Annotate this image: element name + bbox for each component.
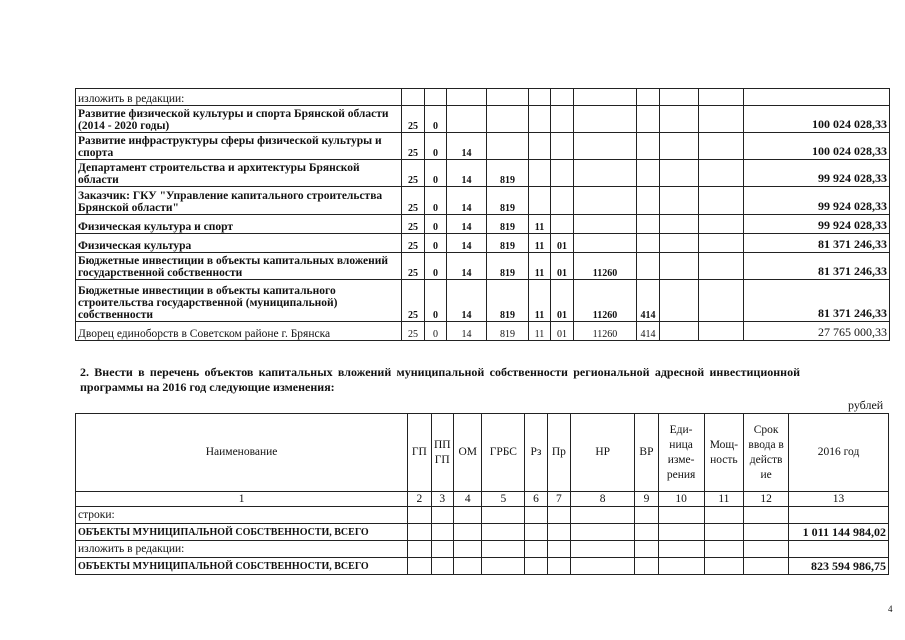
empty-cell [571, 558, 635, 575]
code-cs [574, 133, 637, 160]
column-header: Мощ-ность [704, 414, 744, 492]
empty-cell [744, 558, 789, 575]
empty-cell [525, 507, 547, 524]
empty-cell [699, 234, 744, 253]
column-number: 8 [571, 492, 635, 507]
code-vr [637, 253, 660, 280]
unit-label: рублей [848, 398, 884, 412]
empty-cell [547, 507, 570, 524]
code-om: 14 [447, 234, 487, 253]
column-header: Срок ввода в действ ие [744, 414, 789, 492]
empty-cell [453, 524, 482, 541]
empty-cell [660, 106, 699, 133]
code-vr [637, 133, 660, 160]
code-rz: 11 [529, 280, 551, 322]
empty-cell [704, 524, 744, 541]
table-row [76, 187, 890, 215]
municipal-objects-table [75, 413, 889, 575]
empty-cell [744, 541, 789, 558]
empty-cell [704, 541, 744, 558]
empty-cell [453, 541, 482, 558]
row-amount: 99 924 028,33 [744, 160, 890, 187]
column-header: Пр [547, 414, 570, 492]
column-header: ВР [635, 414, 658, 492]
table-row [76, 558, 889, 575]
table-row [76, 106, 890, 133]
code-gp: 25 [402, 322, 425, 341]
code-om [447, 106, 487, 133]
row-amount: 1 011 144 984,02 [789, 524, 889, 541]
code-pp: 0 [425, 322, 447, 341]
column-number: 11 [704, 492, 744, 507]
column-number: 12 [744, 492, 789, 507]
empty-cell [408, 558, 431, 575]
column-header: ГРБС [482, 414, 525, 492]
code-pp [425, 89, 447, 106]
code-om: 14 [447, 280, 487, 322]
row-amount: 81 371 246,33 [744, 253, 890, 280]
row-amount: 823 594 986,75 [789, 558, 889, 575]
empty-cell [571, 541, 635, 558]
row-name: Департамент строительства и архитектуры Брянской области [76, 160, 402, 187]
empty-cell [431, 541, 453, 558]
empty-cell [704, 507, 744, 524]
empty-cell [482, 558, 525, 575]
code-cs: 11260 [574, 280, 637, 322]
empty-cell [482, 524, 525, 541]
code-vr [637, 215, 660, 234]
table-row [76, 280, 890, 322]
empty-cell [571, 524, 635, 541]
table-row [76, 89, 890, 106]
section-2-paragraph: 2. Внести в перечень объектов капитальных вложений муниципальной собственности региональной адресной инвестиционной программы на 2016 год следующие изменения: [80, 365, 800, 394]
column-number-row [76, 492, 889, 507]
code-cs [574, 215, 637, 234]
row-name: изложить в редакции: [76, 541, 408, 558]
empty-cell [525, 524, 547, 541]
empty-cell [699, 322, 744, 341]
empty-cell [525, 558, 547, 575]
code-om: 14 [447, 160, 487, 187]
empty-cell [699, 89, 744, 106]
row-name: ОБЪЕКТЫ МУНИЦИПАЛЬНОЙ СОБСТВЕННОСТИ, ВСЕГО [76, 524, 408, 541]
code-om: 14 [447, 253, 487, 280]
empty-cell [453, 507, 482, 524]
column-header: ОМ [453, 414, 482, 492]
column-header: ГП [408, 414, 431, 492]
code-om: 14 [447, 215, 487, 234]
code-om [447, 89, 487, 106]
code-gp: 25 [402, 187, 425, 215]
code-pp: 0 [425, 253, 447, 280]
code-rz [529, 133, 551, 160]
empty-cell [482, 507, 525, 524]
code-cs [574, 106, 637, 133]
row-name: Развитие физической культуры и спорта Брянской области (2014 - 2020 годы) [76, 106, 402, 133]
empty-cell [408, 507, 431, 524]
empty-cell [658, 524, 704, 541]
column-number: 4 [453, 492, 482, 507]
code-pr: 01 [551, 234, 574, 253]
code-pp: 0 [425, 187, 447, 215]
code-grbs: 819 [487, 253, 529, 280]
code-vr [637, 234, 660, 253]
page-number: 4 [888, 604, 893, 614]
code-grbs: 819 [487, 234, 529, 253]
code-om: 14 [447, 133, 487, 160]
code-rz: 11 [529, 234, 551, 253]
code-vr: 414 [637, 322, 660, 341]
code-gp: 25 [402, 280, 425, 322]
empty-cell [704, 558, 744, 575]
column-number: 10 [658, 492, 704, 507]
code-vr: 414 [637, 280, 660, 322]
code-cs [574, 234, 637, 253]
empty-cell [453, 558, 482, 575]
empty-cell [660, 234, 699, 253]
empty-cell [658, 541, 704, 558]
code-grbs: 819 [487, 187, 529, 215]
table-row [76, 160, 890, 187]
empty-cell [699, 133, 744, 160]
code-vr [637, 106, 660, 133]
code-pr: 01 [551, 322, 574, 341]
row-amount: 100 024 028,33 [744, 133, 890, 160]
row-amount: 100 024 028,33 [744, 106, 890, 133]
code-grbs: 819 [487, 322, 529, 341]
code-cs: 11260 [574, 253, 637, 280]
row-amount: 81 371 246,33 [744, 280, 890, 322]
code-grbs [487, 106, 529, 133]
row-name: строки: [76, 507, 408, 524]
code-grbs: 819 [487, 160, 529, 187]
empty-cell [635, 507, 658, 524]
code-pr [551, 187, 574, 215]
code-pr [551, 106, 574, 133]
code-rz [529, 89, 551, 106]
empty-cell [635, 524, 658, 541]
row-amount: 81 371 246,33 [744, 234, 890, 253]
code-rz: 11 [529, 322, 551, 341]
table-row [76, 215, 890, 234]
code-vr [637, 89, 660, 106]
empty-cell [660, 253, 699, 280]
code-pp: 0 [425, 160, 447, 187]
row-amount [789, 507, 889, 524]
empty-cell [571, 507, 635, 524]
column-number: 9 [635, 492, 658, 507]
empty-cell [660, 160, 699, 187]
column-number: 7 [547, 492, 570, 507]
code-pp: 0 [425, 106, 447, 133]
row-amount [789, 541, 889, 558]
column-header: ПП ГП [431, 414, 453, 492]
code-cs [574, 89, 637, 106]
row-name: Заказчик: ГКУ "Управление капитального строительства Брянской области" [76, 187, 402, 215]
code-vr [637, 187, 660, 215]
empty-cell [408, 524, 431, 541]
empty-cell [699, 160, 744, 187]
row-name: Физическая культура и спорт [76, 215, 402, 234]
row-name: Бюджетные инвестиции в объекты капитальных вложений государственной собственности [76, 253, 402, 280]
code-grbs [487, 133, 529, 160]
table-row [76, 524, 889, 541]
column-header: Рз [525, 414, 547, 492]
empty-cell [658, 507, 704, 524]
table-row [76, 234, 890, 253]
empty-cell [408, 541, 431, 558]
empty-cell [744, 507, 789, 524]
code-pr [551, 133, 574, 160]
code-cs [574, 160, 637, 187]
empty-cell [635, 541, 658, 558]
program-table [75, 88, 890, 341]
column-header: НР [571, 414, 635, 492]
code-pr [551, 89, 574, 106]
empty-cell [660, 322, 699, 341]
row-amount: 99 924 028,33 [744, 215, 890, 234]
code-gp: 25 [402, 133, 425, 160]
code-cs [574, 187, 637, 215]
code-pr [551, 160, 574, 187]
empty-cell [660, 215, 699, 234]
code-pp: 0 [425, 133, 447, 160]
empty-cell [658, 558, 704, 575]
empty-cell [547, 558, 570, 575]
code-gp [402, 89, 425, 106]
empty-cell [660, 280, 699, 322]
code-gp: 25 [402, 215, 425, 234]
code-vr [637, 160, 660, 187]
table-row [76, 507, 889, 524]
column-number: 2 [408, 492, 431, 507]
column-number: 3 [431, 492, 453, 507]
column-number: 1 [76, 492, 408, 507]
table-row [76, 133, 890, 160]
table-row [76, 253, 890, 280]
empty-cell [660, 89, 699, 106]
row-name: изложить в редакции: [76, 89, 402, 106]
empty-cell [431, 558, 453, 575]
empty-cell [635, 558, 658, 575]
empty-cell [699, 280, 744, 322]
code-rz: 11 [529, 215, 551, 234]
table-row [76, 322, 890, 341]
code-rz [529, 160, 551, 187]
code-gp: 25 [402, 160, 425, 187]
code-gp: 25 [402, 253, 425, 280]
row-amount: 27 765 000,33 [744, 322, 890, 341]
code-gp: 25 [402, 234, 425, 253]
empty-cell [482, 541, 525, 558]
empty-cell [660, 133, 699, 160]
code-cs: 11260 [574, 322, 637, 341]
code-pr [551, 215, 574, 234]
empty-cell [699, 215, 744, 234]
row-name: ОБЪЕКТЫ МУНИЦИПАЛЬНОЙ СОБСТВЕННОСТИ, ВСЕГО [76, 558, 408, 575]
code-rz: 11 [529, 253, 551, 280]
empty-cell [547, 524, 570, 541]
column-number: 13 [789, 492, 889, 507]
code-grbs: 819 [487, 280, 529, 322]
code-grbs: 819 [487, 215, 529, 234]
code-grbs [487, 89, 529, 106]
code-pp: 0 [425, 280, 447, 322]
header-row [76, 414, 889, 492]
code-pp: 0 [425, 234, 447, 253]
column-header: Еди-ница изме-рения [658, 414, 704, 492]
code-rz [529, 106, 551, 133]
code-rz [529, 187, 551, 215]
code-pr: 01 [551, 280, 574, 322]
column-header: 2016 год [789, 414, 889, 492]
empty-cell [660, 187, 699, 215]
row-name: Дворец единоборств в Советском районе г. Брянска [76, 322, 402, 341]
column-number: 5 [482, 492, 525, 507]
row-name: Бюджетные инвестиции в объекты капитального строительства государственной (муниципальной) собственности [76, 280, 402, 322]
table-row [76, 541, 889, 558]
row-name: Физическая культура [76, 234, 402, 253]
code-pp: 0 [425, 215, 447, 234]
empty-cell [547, 541, 570, 558]
code-gp: 25 [402, 106, 425, 133]
column-header: Наименование [76, 414, 408, 492]
code-om: 14 [447, 187, 487, 215]
empty-cell [699, 106, 744, 133]
empty-cell [744, 524, 789, 541]
column-number: 6 [525, 492, 547, 507]
row-amount [744, 89, 890, 106]
empty-cell [699, 187, 744, 215]
empty-cell [525, 541, 547, 558]
empty-cell [431, 524, 453, 541]
code-pr: 01 [551, 253, 574, 280]
row-name: Развитие инфраструктуры сферы физической культуры и спорта [76, 133, 402, 160]
empty-cell [431, 507, 453, 524]
row-amount: 99 924 028,33 [744, 187, 890, 215]
empty-cell [699, 253, 744, 280]
code-om: 14 [447, 322, 487, 341]
